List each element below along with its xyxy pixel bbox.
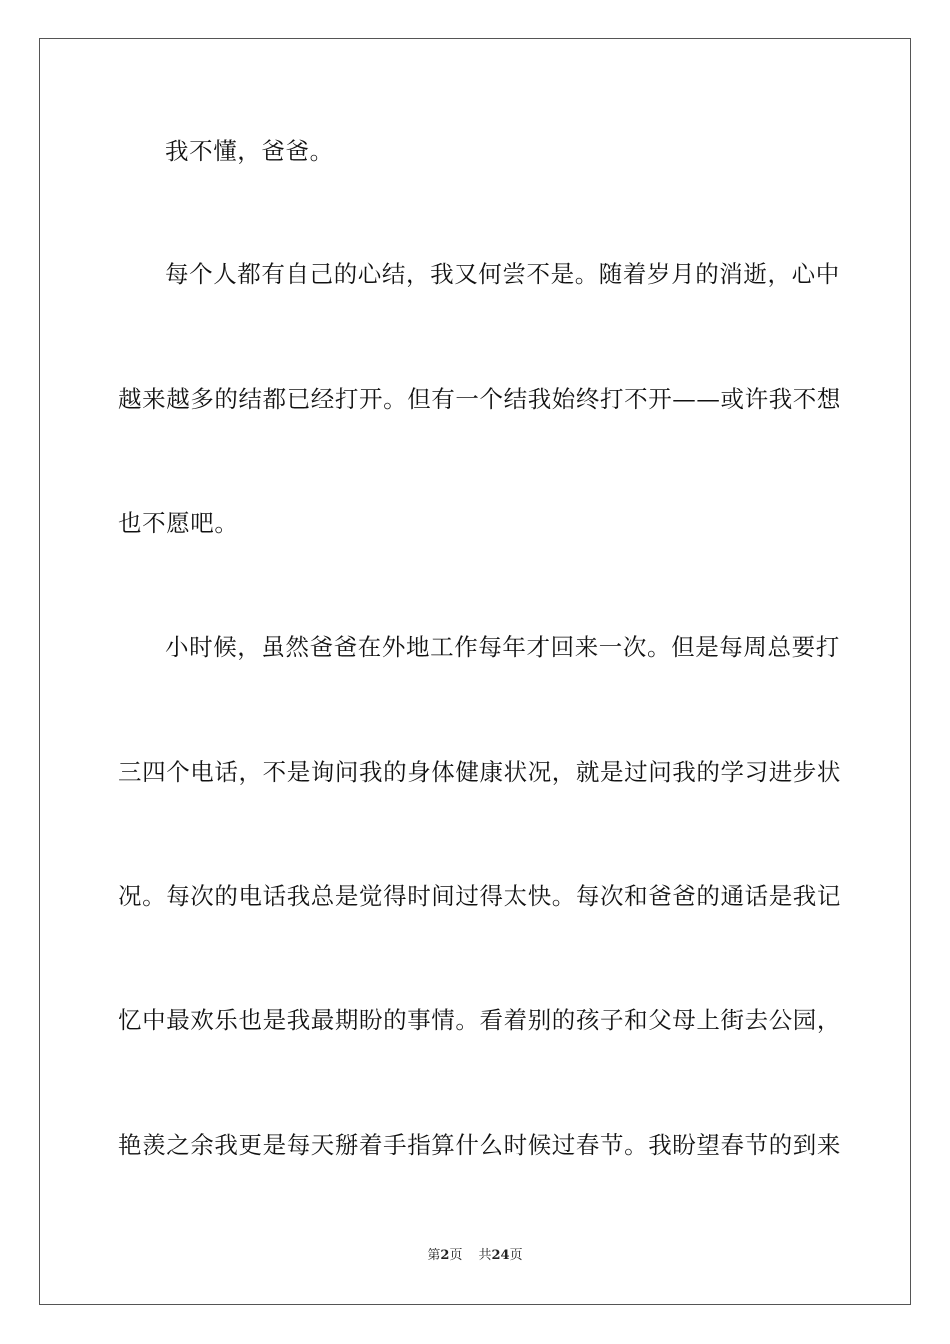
page-footer	[0, 1247, 950, 1265]
paragraph-line: 也不愿吧。	[118, 509, 239, 537]
paragraph-line: 况。每次的电话我总是觉得时间过得太快。每次和爸爸的通话是我记	[118, 882, 841, 910]
paragraph-line: 小时候，虽然爸爸在外地工作每年才回来一次。但是每周总要打	[165, 633, 840, 661]
page-suffix: 页	[449, 1248, 463, 1263]
paragraph-line: 艳羡之余我更是每天掰着手指算什么时候过春节。我盼望春节的到来	[118, 1131, 841, 1159]
paragraph-line: 忆中最欢乐也是我最期盼的事情。看着别的孩子和父母上街去公园，	[118, 1006, 841, 1034]
total-page-count: 24	[491, 1248, 510, 1263]
page-frame	[39, 38, 911, 1305]
page-prefix: 第	[427, 1248, 441, 1263]
paragraph-line: 越来越多的结都已经打开。但有一个结我始终打不开——或许我不想	[118, 385, 841, 413]
paragraph-line: 每个人都有自己的心结，我又何尝不是。随着岁月的消逝，心中	[165, 260, 840, 288]
paragraph-line: 我不懂，爸爸。	[165, 137, 334, 165]
page-number: 2	[440, 1248, 450, 1263]
total-prefix: 共	[478, 1248, 492, 1263]
total-suffix: 页	[509, 1248, 523, 1263]
paragraph-line: 三四个电话，不是询问我的身体健康状况，就是过问我的学习进步状	[118, 758, 841, 786]
